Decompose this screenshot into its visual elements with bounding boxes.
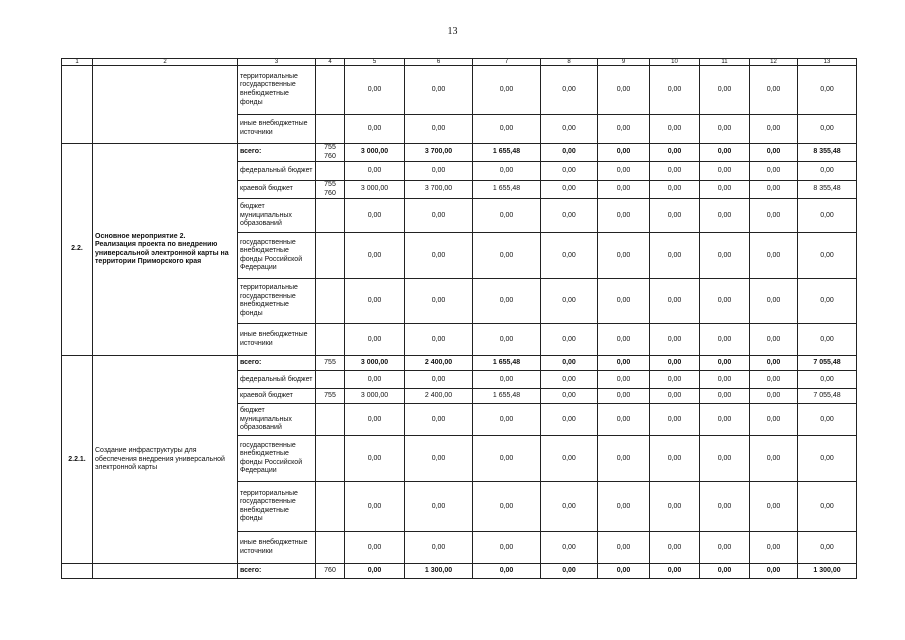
- amount-cell: 0,00: [750, 482, 798, 532]
- amount-cell: 0,00: [345, 324, 405, 356]
- amount-cell: 0,00: [345, 482, 405, 532]
- amount-cell: 0,00: [750, 532, 798, 564]
- amount-cell: 0,00: [650, 356, 700, 371]
- amount-cell: 3 000,00: [345, 356, 405, 371]
- funding-source: краевой бюджет: [238, 181, 316, 199]
- amount-cell: 8 355,48: [798, 181, 857, 199]
- table-row: [62, 66, 857, 115]
- column-number-row: [62, 59, 857, 66]
- amount-cell: 0,00: [750, 115, 798, 144]
- amount-cell: 1 655,48: [473, 181, 541, 199]
- funding-source: бюджет муниципальных образований: [238, 199, 316, 233]
- amount-cell: 0,00: [650, 144, 700, 162]
- budget-code: [316, 324, 345, 356]
- amount-cell: 0,00: [345, 404, 405, 436]
- amount-cell: 0,00: [405, 162, 473, 181]
- amount-cell: 0,00: [650, 404, 700, 436]
- amount-cell: 7 055,48: [798, 356, 857, 371]
- amount-cell: 0,00: [541, 564, 598, 579]
- column-number: 3: [238, 59, 316, 66]
- amount-cell: 0,00: [750, 162, 798, 181]
- funding-source: федеральный бюджет: [238, 162, 316, 181]
- name-cell-empty: [93, 564, 238, 579]
- amount-cell: 0,00: [473, 564, 541, 579]
- funding-source: территориальные государственные внебюджетные фонды: [238, 279, 316, 324]
- amount-cell: 0,00: [700, 181, 750, 199]
- budget-code: [316, 162, 345, 181]
- activity-name: [93, 144, 238, 356]
- column-number: 7: [473, 59, 541, 66]
- amount-cell: 1 655,48: [473, 144, 541, 162]
- amount-cell: 2 400,00: [405, 389, 473, 404]
- funding-source: территориальные государственные внебюджетные фонды: [238, 66, 316, 115]
- amount-cell: 0,00: [750, 199, 798, 233]
- amount-cell: 0,00: [700, 66, 750, 115]
- amount-cell: 0,00: [798, 279, 857, 324]
- budget-code: [316, 199, 345, 233]
- amount-cell: 0,00: [405, 66, 473, 115]
- amount-cell: 0,00: [405, 233, 473, 279]
- amount-cell: 0,00: [405, 532, 473, 564]
- budget-code: [316, 404, 345, 436]
- amount-cell: 0,00: [798, 233, 857, 279]
- amount-cell: 0,00: [473, 115, 541, 144]
- amount-cell: 0,00: [700, 482, 750, 532]
- amount-cell: 0,00: [541, 356, 598, 371]
- amount-cell: 0,00: [405, 436, 473, 482]
- funding-source: территориальные государственные внебюджетные фонды: [238, 482, 316, 532]
- amount-cell: 0,00: [700, 279, 750, 324]
- amount-cell: 0,00: [405, 404, 473, 436]
- amount-cell: 0,00: [798, 66, 857, 115]
- activity-code: 2.2.1.: [62, 356, 93, 564]
- column-number: 2: [93, 59, 238, 66]
- amount-cell: 1 300,00: [798, 564, 857, 579]
- column-number: 11: [700, 59, 750, 66]
- amount-cell: 0,00: [345, 199, 405, 233]
- amount-cell: 0,00: [541, 482, 598, 532]
- table-row: [62, 564, 857, 579]
- amount-cell: 0,00: [798, 115, 857, 144]
- amount-cell: 0,00: [598, 564, 650, 579]
- amount-cell: 0,00: [700, 324, 750, 356]
- amount-cell: 7 055,48: [798, 389, 857, 404]
- amount-cell: 0,00: [598, 532, 650, 564]
- amount-cell: 0,00: [598, 389, 650, 404]
- table-row: [62, 144, 857, 162]
- amount-cell: 2 400,00: [405, 356, 473, 371]
- budget-code: 760: [316, 564, 345, 579]
- amount-cell: 0,00: [750, 389, 798, 404]
- amount-cell: 0,00: [650, 115, 700, 144]
- amount-cell: 0,00: [598, 115, 650, 144]
- amount-cell: 0,00: [650, 436, 700, 482]
- amount-cell: 0,00: [798, 371, 857, 389]
- amount-cell: 0,00: [345, 162, 405, 181]
- amount-cell: 0,00: [650, 371, 700, 389]
- amount-cell: 0,00: [650, 233, 700, 279]
- amount-cell: 0,00: [798, 532, 857, 564]
- amount-cell: 0,00: [473, 324, 541, 356]
- amount-cell: 0,00: [345, 115, 405, 144]
- amount-cell: 0,00: [700, 199, 750, 233]
- amount-cell: 0,00: [541, 436, 598, 482]
- amount-cell: 1 655,48: [473, 389, 541, 404]
- amount-cell: 0,00: [541, 181, 598, 199]
- amount-cell: 0,00: [345, 371, 405, 389]
- amount-cell: 0,00: [700, 144, 750, 162]
- column-number: 4: [316, 59, 345, 66]
- amount-cell: 0,00: [650, 199, 700, 233]
- amount-cell: 0,00: [750, 324, 798, 356]
- amount-cell: 0,00: [473, 66, 541, 115]
- funding-source: всего:: [238, 144, 316, 162]
- amount-cell: 0,00: [541, 144, 598, 162]
- column-number: 6: [405, 59, 473, 66]
- budget-code: [316, 532, 345, 564]
- amount-cell: 0,00: [798, 324, 857, 356]
- code-cell-empty: [62, 66, 93, 144]
- budget-code: [316, 482, 345, 532]
- funding-source: краевой бюджет: [238, 389, 316, 404]
- activity-name: Создание инфраструктуры для обеспечения внедрения универсальной электронной карты: [93, 356, 238, 564]
- amount-cell: 1 655,48: [473, 356, 541, 371]
- amount-cell: 0,00: [473, 482, 541, 532]
- amount-cell: 0,00: [750, 181, 798, 199]
- amount-cell: 0,00: [650, 162, 700, 181]
- amount-cell: 0,00: [798, 436, 857, 482]
- budget-code: [316, 233, 345, 279]
- amount-cell: 0,00: [598, 199, 650, 233]
- amount-cell: 0,00: [541, 66, 598, 115]
- amount-cell: 3 000,00: [345, 389, 405, 404]
- amount-cell: 0,00: [541, 279, 598, 324]
- amount-cell: 0,00: [473, 233, 541, 279]
- amount-cell: 0,00: [598, 144, 650, 162]
- amount-cell: 0,00: [700, 389, 750, 404]
- activity-code: 2.2.: [62, 144, 93, 356]
- amount-cell: 0,00: [345, 279, 405, 324]
- funding-source: государственные внебюджетные фонды Российской Федерации: [238, 436, 316, 482]
- amount-cell: 0,00: [700, 436, 750, 482]
- amount-cell: 0,00: [650, 532, 700, 564]
- amount-cell: 8 355,48: [798, 144, 857, 162]
- amount-cell: 0,00: [541, 404, 598, 436]
- amount-cell: 0,00: [750, 144, 798, 162]
- amount-cell: 0,00: [750, 404, 798, 436]
- amount-cell: 0,00: [598, 66, 650, 115]
- amount-cell: 0,00: [700, 564, 750, 579]
- amount-cell: 0,00: [598, 233, 650, 279]
- amount-cell: 0,00: [345, 233, 405, 279]
- amount-cell: 0,00: [405, 324, 473, 356]
- column-number: 9: [598, 59, 650, 66]
- amount-cell: 0,00: [405, 482, 473, 532]
- amount-cell: 0,00: [750, 356, 798, 371]
- amount-cell: 0,00: [798, 404, 857, 436]
- amount-cell: 0,00: [473, 404, 541, 436]
- budget-table: [61, 58, 857, 579]
- amount-cell: 0,00: [700, 115, 750, 144]
- budget-code: [316, 371, 345, 389]
- amount-cell: 0,00: [405, 199, 473, 233]
- budget-code: 755 760: [316, 181, 345, 199]
- budget-code: [316, 115, 345, 144]
- amount-cell: 0,00: [650, 66, 700, 115]
- amount-cell: 0,00: [650, 279, 700, 324]
- amount-cell: 0,00: [650, 389, 700, 404]
- amount-cell: 0,00: [541, 233, 598, 279]
- funding-source: федеральный бюджет: [238, 371, 316, 389]
- column-number: 13: [798, 59, 857, 66]
- amount-cell: 0,00: [405, 371, 473, 389]
- amount-cell: 0,00: [473, 532, 541, 564]
- amount-cell: 0,00: [750, 371, 798, 389]
- amount-cell: 0,00: [650, 181, 700, 199]
- amount-cell: 0,00: [700, 404, 750, 436]
- amount-cell: 0,00: [473, 162, 541, 181]
- column-number: 12: [750, 59, 798, 66]
- amount-cell: 3 000,00: [345, 181, 405, 199]
- amount-cell: 0,00: [598, 356, 650, 371]
- amount-cell: 0,00: [750, 564, 798, 579]
- column-number: 10: [650, 59, 700, 66]
- amount-cell: 0,00: [700, 233, 750, 279]
- amount-cell: 0,00: [700, 162, 750, 181]
- column-number: 8: [541, 59, 598, 66]
- amount-cell: 0,00: [541, 371, 598, 389]
- amount-cell: 0,00: [405, 115, 473, 144]
- amount-cell: 0,00: [650, 324, 700, 356]
- amount-cell: 3 700,00: [405, 144, 473, 162]
- activity-name-head: Основное мероприятие 2.: [95, 232, 186, 240]
- amount-cell: 0,00: [798, 199, 857, 233]
- amount-cell: 0,00: [598, 181, 650, 199]
- funding-source: иные внебюджетные источники: [238, 324, 316, 356]
- amount-cell: 0,00: [541, 324, 598, 356]
- code-cell-empty: [62, 564, 93, 579]
- amount-cell: 0,00: [650, 564, 700, 579]
- amount-cell: 0,00: [598, 324, 650, 356]
- amount-cell: 0,00: [750, 279, 798, 324]
- funding-source: государственные внебюджетные фонды Российской Федерации: [238, 233, 316, 279]
- amount-cell: 0,00: [541, 115, 598, 144]
- funding-source: иные внебюджетные источники: [238, 115, 316, 144]
- amount-cell: 0,00: [598, 371, 650, 389]
- amount-cell: 0,00: [598, 279, 650, 324]
- amount-cell: 0,00: [345, 66, 405, 115]
- column-number: 5: [345, 59, 405, 66]
- amount-cell: 0,00: [700, 532, 750, 564]
- budget-code: 755: [316, 389, 345, 404]
- amount-cell: 0,00: [473, 279, 541, 324]
- amount-cell: 0,00: [650, 482, 700, 532]
- amount-cell: 0,00: [598, 162, 650, 181]
- amount-cell: 0,00: [798, 482, 857, 532]
- amount-cell: 0,00: [598, 482, 650, 532]
- name-cell-empty: [93, 66, 238, 144]
- budget-code: [316, 279, 345, 324]
- amount-cell: 0,00: [345, 436, 405, 482]
- budget-code: [316, 66, 345, 115]
- amount-cell: 0,00: [700, 356, 750, 371]
- amount-cell: 0,00: [473, 436, 541, 482]
- funding-source: бюджет муниципальных образований: [238, 404, 316, 436]
- amount-cell: 0,00: [598, 436, 650, 482]
- amount-cell: 0,00: [541, 199, 598, 233]
- amount-cell: 0,00: [345, 532, 405, 564]
- amount-cell: 0,00: [541, 389, 598, 404]
- table-body: [62, 59, 857, 579]
- amount-cell: 0,00: [750, 233, 798, 279]
- funding-source: иные внебюджетные источники: [238, 532, 316, 564]
- amount-cell: 3 700,00: [405, 181, 473, 199]
- amount-cell: 0,00: [598, 404, 650, 436]
- amount-cell: 1 300,00: [405, 564, 473, 579]
- amount-cell: 0,00: [541, 162, 598, 181]
- amount-cell: 0,00: [750, 66, 798, 115]
- budget-code: [316, 436, 345, 482]
- amount-cell: 0,00: [750, 436, 798, 482]
- funding-source: всего:: [238, 564, 316, 579]
- page-number: 13: [447, 26, 458, 37]
- amount-cell: 0,00: [541, 532, 598, 564]
- amount-cell: 0,00: [700, 371, 750, 389]
- amount-cell: 0,00: [345, 564, 405, 579]
- funding-source: всего:: [238, 356, 316, 371]
- amount-cell: 0,00: [798, 162, 857, 181]
- amount-cell: 3 000,00: [345, 144, 405, 162]
- budget-code: 755 760: [316, 144, 345, 162]
- amount-cell: 0,00: [473, 371, 541, 389]
- table-row: [62, 356, 857, 371]
- column-number: 1: [62, 59, 93, 66]
- budget-code: 755: [316, 356, 345, 371]
- activity-name-body: Реализация проекта по внедрению универсальной электронной карты на территории Приморского края: [95, 241, 229, 266]
- amount-cell: 0,00: [405, 279, 473, 324]
- amount-cell: 0,00: [473, 199, 541, 233]
